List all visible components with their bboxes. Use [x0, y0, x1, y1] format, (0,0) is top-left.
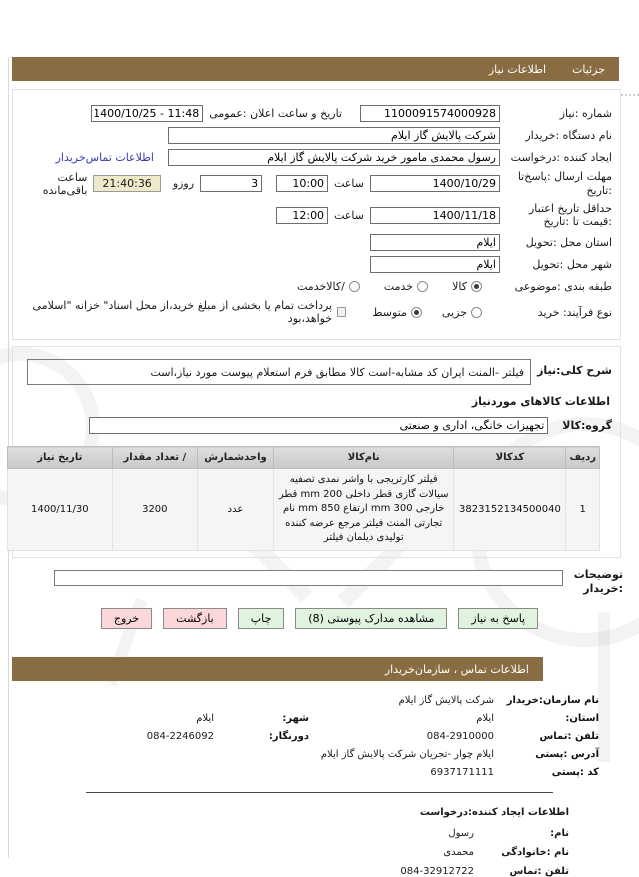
col-need-date: تاریخ نیاز — [8, 447, 113, 469]
need-number-label: شماره :نیاز — [559, 106, 612, 120]
action-buttons — [0, 608, 639, 629]
buyer-notes-label-line2: :خریدار — [583, 581, 623, 595]
delivery-city-field[interactable] — [370, 256, 500, 273]
province-value: ایلام — [476, 713, 494, 725]
request-creator-label: ایجاد کننده :درخواست — [510, 150, 612, 164]
need-number-field[interactable] — [360, 105, 500, 122]
deadline-date-field[interactable] — [370, 175, 500, 192]
validity-label — [500, 202, 612, 230]
need-info-panel — [12, 89, 621, 340]
buyer-contact-header-bar — [12, 657, 543, 681]
days-field[interactable] — [200, 175, 262, 192]
postal-code-value: 6937171111 — [430, 767, 494, 779]
category-label: طبقه بندی :موضوعی — [514, 279, 612, 293]
cell-need-date: 1400/11/30 — [8, 469, 113, 551]
validity-label-line2: :قیمت تا :تاریخ — [543, 215, 612, 229]
countdown-timer: 21:40:36 — [93, 175, 160, 192]
radio-icon[interactable] — [349, 281, 360, 292]
tab-details[interactable]: جزئیات — [572, 62, 605, 76]
category-option-goods-label: کالا — [452, 279, 467, 293]
creator-name-label: نام: — [550, 828, 569, 840]
page — [0, 57, 639, 877]
goods-panel — [12, 346, 621, 558]
request-creator-field[interactable] — [168, 149, 500, 166]
cell-code: 3823152134500040 — [454, 469, 566, 551]
cell-qty: 3200 — [112, 469, 197, 551]
announce-datetime-field[interactable] — [91, 105, 203, 122]
cell-name: فیلتر کارتریجی با واشر نمدی تصفیه سیالات گازی قطر داخلی 200 mm قطر خارجی 300 mm ارتفاع 850 mm نام تجارتی المنت فیلتر مرجع عرضه کننده تولیدی دیلمان فیلتر — [273, 469, 454, 551]
creator-phone-value: 084-32912722 — [400, 866, 474, 877]
col-name: نام‌کالا — [273, 447, 454, 469]
creator-family-value: محمدی — [443, 847, 474, 859]
city-value: ایلام — [196, 713, 214, 725]
deadline-time-field[interactable] — [276, 175, 328, 192]
remaining-label: ساعت باقی‌مانده — [42, 170, 88, 197]
creator-family-label: نام :خانوادگی — [501, 847, 569, 859]
overall-desc-box: فیلتر -المنت ایران کد مشابه-است کالا مطابق فرم استعلام پیوست مورد نیاز،است — [27, 359, 531, 385]
phone-label: تلفن :تماس — [539, 731, 599, 743]
col-qty: / تعداد مقدار — [112, 447, 197, 469]
org-name-value: شرکت پالایش گاز ایلام — [398, 695, 494, 707]
days-label: روزو — [172, 177, 195, 191]
city-label: شهر: — [282, 713, 309, 725]
delivery-province-label: استان محل :تحویل — [525, 235, 612, 249]
creator-phone-label: تلفن :تماس — [509, 866, 569, 877]
process-option-partial[interactable] — [442, 306, 482, 319]
category-option-goods-service[interactable] — [297, 280, 360, 293]
address-value: ایلام چوار -تجریان شرکت پالایش گاز ایلام — [320, 749, 494, 761]
col-row-no: ردیف — [566, 447, 600, 469]
buyer-org-field[interactable] — [168, 127, 500, 144]
fax-value: 084-2246092 — [146, 731, 214, 743]
back-button[interactable]: بازگشت — [163, 608, 227, 629]
section-divider — [86, 792, 553, 793]
process-option-medium-label: متوسط — [372, 305, 407, 319]
buyer-notes-row — [12, 568, 627, 597]
address-label: آدرس :پستی — [535, 749, 599, 761]
postal-code-label: کد :پستی — [551, 767, 599, 779]
goods-table — [7, 446, 600, 551]
tab-need-info[interactable]: اطلاعات نیاز — [488, 62, 547, 76]
deadline-label-line2: :تاریخ — [586, 183, 612, 197]
header-bar — [12, 57, 619, 81]
process-type-label: نوع فرآیند: خرید — [537, 305, 612, 319]
goods-group-field[interactable] — [89, 417, 548, 434]
view-attachments-button[interactable]: مشاهده مدارک پیوستی (8) — [295, 608, 447, 629]
cell-row-no: 1 — [566, 469, 600, 551]
radio-icon[interactable] — [471, 307, 482, 318]
org-name-label: نام سازمان:خریدار — [506, 695, 599, 707]
validity-date-field[interactable] — [370, 207, 500, 224]
buyer-org-label: نام دستگاه :خریدار — [525, 128, 612, 142]
print-button[interactable]: چاپ — [238, 608, 285, 629]
validity-time-field[interactable] — [276, 207, 328, 224]
category-option-service-label: خدمت — [383, 279, 414, 293]
treasury-checkbox[interactable] — [337, 307, 346, 317]
request-creator-header: اطلاعات ایجاد کننده:درخواست — [419, 807, 569, 819]
validity-hour-label: ساعت — [334, 208, 364, 222]
goods-group-label: گروه:کالا — [562, 418, 612, 432]
category-option-service[interactable] — [384, 280, 428, 293]
radio-icon[interactable] — [417, 281, 428, 292]
buyer-notes-field[interactable] — [54, 570, 563, 586]
validity-label-line1: حداقل تاریخ اعتبار — [528, 201, 612, 215]
deadline-hour-label: ساعت — [334, 177, 364, 191]
creator-name-value: رسول — [448, 828, 474, 840]
request-creator-info — [12, 807, 569, 877]
province-label: استان: — [565, 713, 599, 725]
buyer-notes-label-line1: توضیحات — [573, 567, 623, 581]
buyer-contact-link[interactable]: اطلاعات تماس‌خریدار — [55, 150, 154, 164]
goods-table-header-row — [8, 447, 600, 469]
goods-info-header: اطلاعات کالاهای موردنیاز — [471, 395, 610, 408]
process-option-partial-label: جزیی — [441, 305, 467, 319]
col-code: کدکالا — [454, 447, 566, 469]
overall-desc-label: شرح کلی:نیاز — [537, 364, 612, 377]
category-option-goods[interactable] — [452, 280, 482, 293]
delivery-city-label: شهر محل :تحویل — [532, 257, 612, 271]
col-unit: واحدشمارش — [198, 447, 274, 469]
buyer-notes-label — [571, 568, 627, 597]
process-option-medium[interactable] — [372, 306, 422, 319]
buyer-contact-info — [12, 695, 599, 778]
category-option-goods-service-label: /کالاخدمت — [297, 279, 345, 293]
radio-selected-icon[interactable] — [411, 307, 422, 318]
exit-button[interactable]: خروج — [101, 608, 152, 629]
announce-label: تاریخ و ساعت اعلان :عمومی — [209, 106, 342, 120]
treasury-checkbox-label: پرداخت تمام یا بخشی از مبلغ خرید،از محل اسناد" خزانه "اسلامی خواهد،بود — [32, 299, 333, 325]
phone-value: 084-2910000 — [426, 731, 494, 743]
fax-label: دورنگار: — [268, 731, 309, 743]
deadline-label-line1: مهلت ارسال :پاسخ‌تا — [517, 170, 612, 183]
delivery-province-field[interactable] — [370, 234, 500, 251]
table-row — [8, 469, 600, 551]
respond-button[interactable]: پاسخ به نیاز — [458, 608, 538, 629]
cell-unit: عدد — [198, 469, 274, 551]
deadline-label — [500, 170, 612, 198]
buyer-contact-header: اطلاعات تماس ، سازمان‌خریدار — [384, 662, 529, 676]
radio-selected-icon[interactable] — [471, 281, 482, 292]
